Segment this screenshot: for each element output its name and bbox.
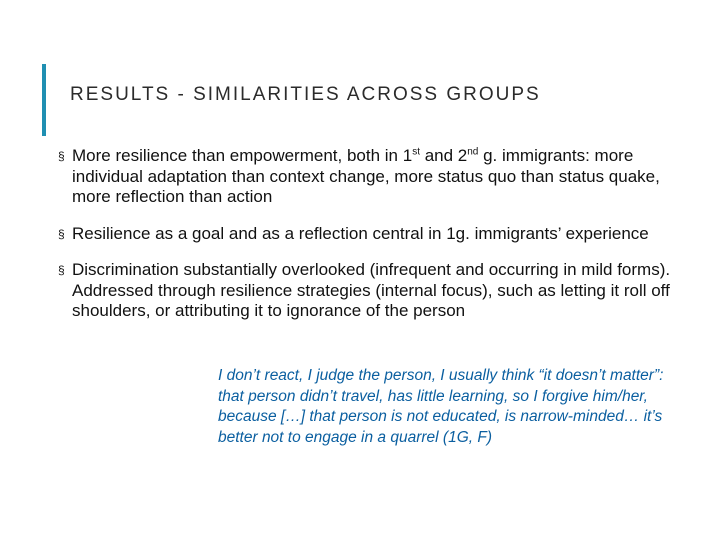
bullet-marker-icon: § (58, 149, 65, 163)
bullet-list (58, 146, 698, 338)
ordinal-suffix: nd (467, 146, 479, 158)
bullet-text-part: and 2 (419, 146, 468, 165)
bullet-item-discrimination (58, 260, 698, 322)
interview-quote: I don’t react, I judge the person, I usually think “it doesn’t matter”: that person didn’t travel, has little learning, so I forgive him/her, because […] that person is not educated, is narrow-minded… it’s better not to engage in a quarrel (1G, F) (218, 367, 664, 446)
bullet-text: Discrimination substantially overlooked (infrequent and occurring in mild forms). Addressed through resilience strategies (internal focus), such as letting it roll off shoulders, or attributing it to ignorance of the person (72, 260, 671, 320)
bullet-marker-icon: § (58, 226, 65, 241)
bullet-item-resilience-goal (58, 224, 698, 245)
slide-title: RESULTS - SIMILARITIES ACROSS GROUPS (70, 84, 541, 105)
ordinal-suffix: st (412, 146, 420, 158)
bullet-item-resilience-vs-empowerment (58, 146, 698, 208)
title-accent-bar (42, 64, 46, 136)
bullet-marker-icon: § (58, 263, 65, 277)
bullet-text: Resilience as a goal and as a reflection central in 1g. immigrants’ experience (72, 223, 649, 243)
bullet-text-part: g. immigrants: more individual adaptation than context change, more status quo than status quake, more reflection than action (72, 146, 660, 206)
bullet-text-part: More resilience than empowerment, both in 1 (72, 146, 413, 165)
